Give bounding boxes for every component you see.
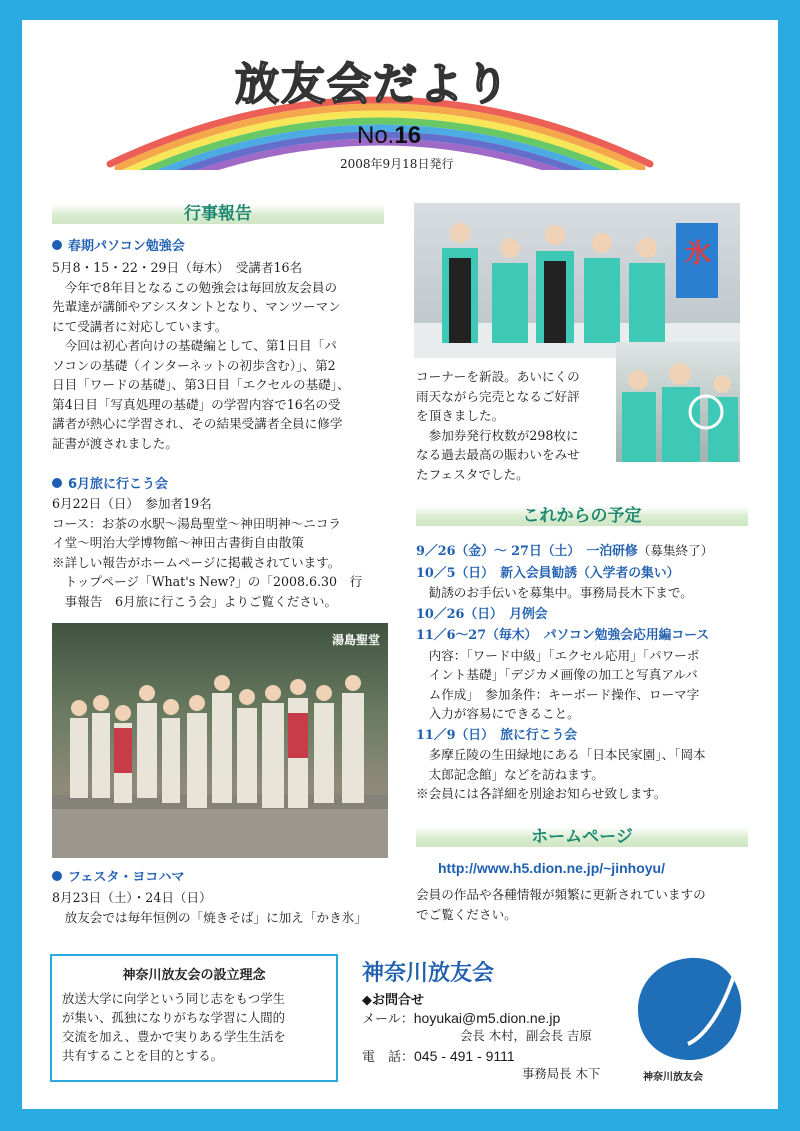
schedule-item: 11／9（日） 旅に行こう会 [416, 727, 578, 743]
schedule-item: 10／5（日） 新入会員勧誘（入学者の集い） [416, 565, 680, 581]
group-photo-figures [52, 623, 388, 858]
issue-date: 2008年9月18日発行 [340, 157, 454, 171]
mail-line: メール：hoyukai@m5.dion.ne.jp [362, 1010, 561, 1027]
bullet-icon [52, 871, 62, 881]
issue-number: No.16 [357, 122, 422, 149]
photo-caption: 湯島聖堂 [331, 633, 380, 647]
section-heading-schedule: これからの予定 [416, 506, 748, 526]
phone-number: 045 - 491 - 9111 [414, 1048, 515, 1064]
org-name: 神奈川放友会 [362, 961, 495, 986]
inquiry-label: ◆お問合せ [362, 993, 424, 1008]
subhead-festa: フェスタ・ヨコハマ [52, 866, 184, 885]
homepage-text: 会員の作品や各種情報が頻繁に更新されていますの でご覧ください。 [416, 887, 706, 922]
trip-text: 6月22日（日） 参加者19名 コース：お茶の水駅〜湯島聖堂〜神田明神〜ニコラ イ堂〜明治大学博物館〜神田古書街自由散策 ※詳しい報告がホームページに掲載されています。 トップページ「What's New?」の「2008.6.30 行 事報告 6月旅に行こう会」よりご覧ください。 [52, 496, 363, 609]
festa-photo [414, 203, 740, 358]
homepage-link[interactable]: http://www.h5.dion.ne.jp/~jinhoyu/ [438, 860, 665, 876]
festa-photo-2-figures [616, 342, 740, 462]
group-photo [52, 623, 388, 858]
subhead-pc-study: 春期パソコン勉強会 [52, 235, 185, 254]
festa-continued-text: コーナーを新設。あいにくの 雨天ながら完売となるご好評 を頂きました。 参加券発行枚数が298枚に なる過去最高の賑わいをみせ たフェスタでした。 [416, 369, 580, 482]
pc-study-text: 5月8・15・22・29日（毎木） 受講者16名 今年で8年目となるこの勉強会は毎回放友会員の 先輩達が講師やアシスタントとなり、マンツーマン にて受講者に対応しています。 今回は初心者向けの基礎編として、第1日目「パ ソコンの基礎（インターネットの初歩含む）」、第2 日目「ワードの基礎」、第3日目「エクセルの基礎」、 第4日目「写真処理の基礎」の学習内容で16名の受 講者が熱心に学習され、その結果受講者全員に修学 証書が渡されました。 [52, 260, 350, 451]
bullet-icon [52, 478, 62, 488]
section-heading-homepage: ホームページ [416, 827, 748, 847]
officers: 会長 木村，副会長 吉原 [460, 1028, 592, 1043]
newsletter-title: 放友会だより [235, 59, 511, 110]
banner-glyph: 氷 [684, 239, 711, 269]
section-heading-report: 行事報告 [52, 204, 384, 224]
secretary: 事務局長 木下 [522, 1066, 601, 1081]
org-logo-icon [630, 952, 750, 1070]
schedule-list: 9／26（金）〜 27日（土） 一泊研修（募集終了） 10／5（日） 新入会員勧誘（入学者の集い） 勧誘のお手伝いを募集中。事務局長木下まで。 10／26（日） 月例会 11／6〜27（毎木） パソコン勉強会応用編コース 内容：「ワード中級」「エクセル応用」「パワーポ イント基礎」「デジカメ画像の加工と写真アルバ ム作成」 参加条件：キーボード操作、ローマ字 入力が容易にできること。 11／9（日） 旅に行こう会 多摩丘陵の生田緑地にある「日本民家園」、「岡本 太郎記念館」などを訪ねます。 ※会員には各詳細を別途お知らせ致します。 [416, 541, 751, 804]
tel-line: 電 話：045 - 491 - 9111 [362, 1048, 515, 1065]
festa-photo-figures [414, 203, 740, 358]
subhead-trip: 6月旅に行こう会 [52, 473, 168, 492]
festa-text: 8月23日（土）・24日（日） 放友会では毎年恒例の「焼きそば」に加え「かき氷」 [52, 890, 367, 925]
email-link[interactable]: hoyukai@m5.dion.ne.jp [413, 1010, 561, 1026]
logo-caption: 神奈川放友会 [643, 1072, 703, 1083]
philosophy-text: 放送大学に向学という同じ志をもつ学生 が集い、孤独になりがちな学習に人間的 交流を加え、豊かで実りある学生生活を 共有することを目的とする。 [62, 991, 286, 1063]
schedule-footnote: ※会員には各詳細を別途お知らせ致します。 [416, 786, 667, 801]
festa-photo-2 [616, 342, 740, 462]
philosophy-title: 神奈川放友会の設立理念 [122, 968, 266, 983]
schedule-item: 11／6〜27（毎木） パソコン勉強会応用編コース [416, 628, 710, 643]
philosophy-box [50, 954, 338, 1082]
bullet-icon [52, 240, 62, 250]
schedule-item: 10／26（日） 月例会 [416, 606, 548, 622]
schedule-item: 9／26（金）〜 27日（土） 一泊研修（募集終了） [416, 543, 714, 559]
